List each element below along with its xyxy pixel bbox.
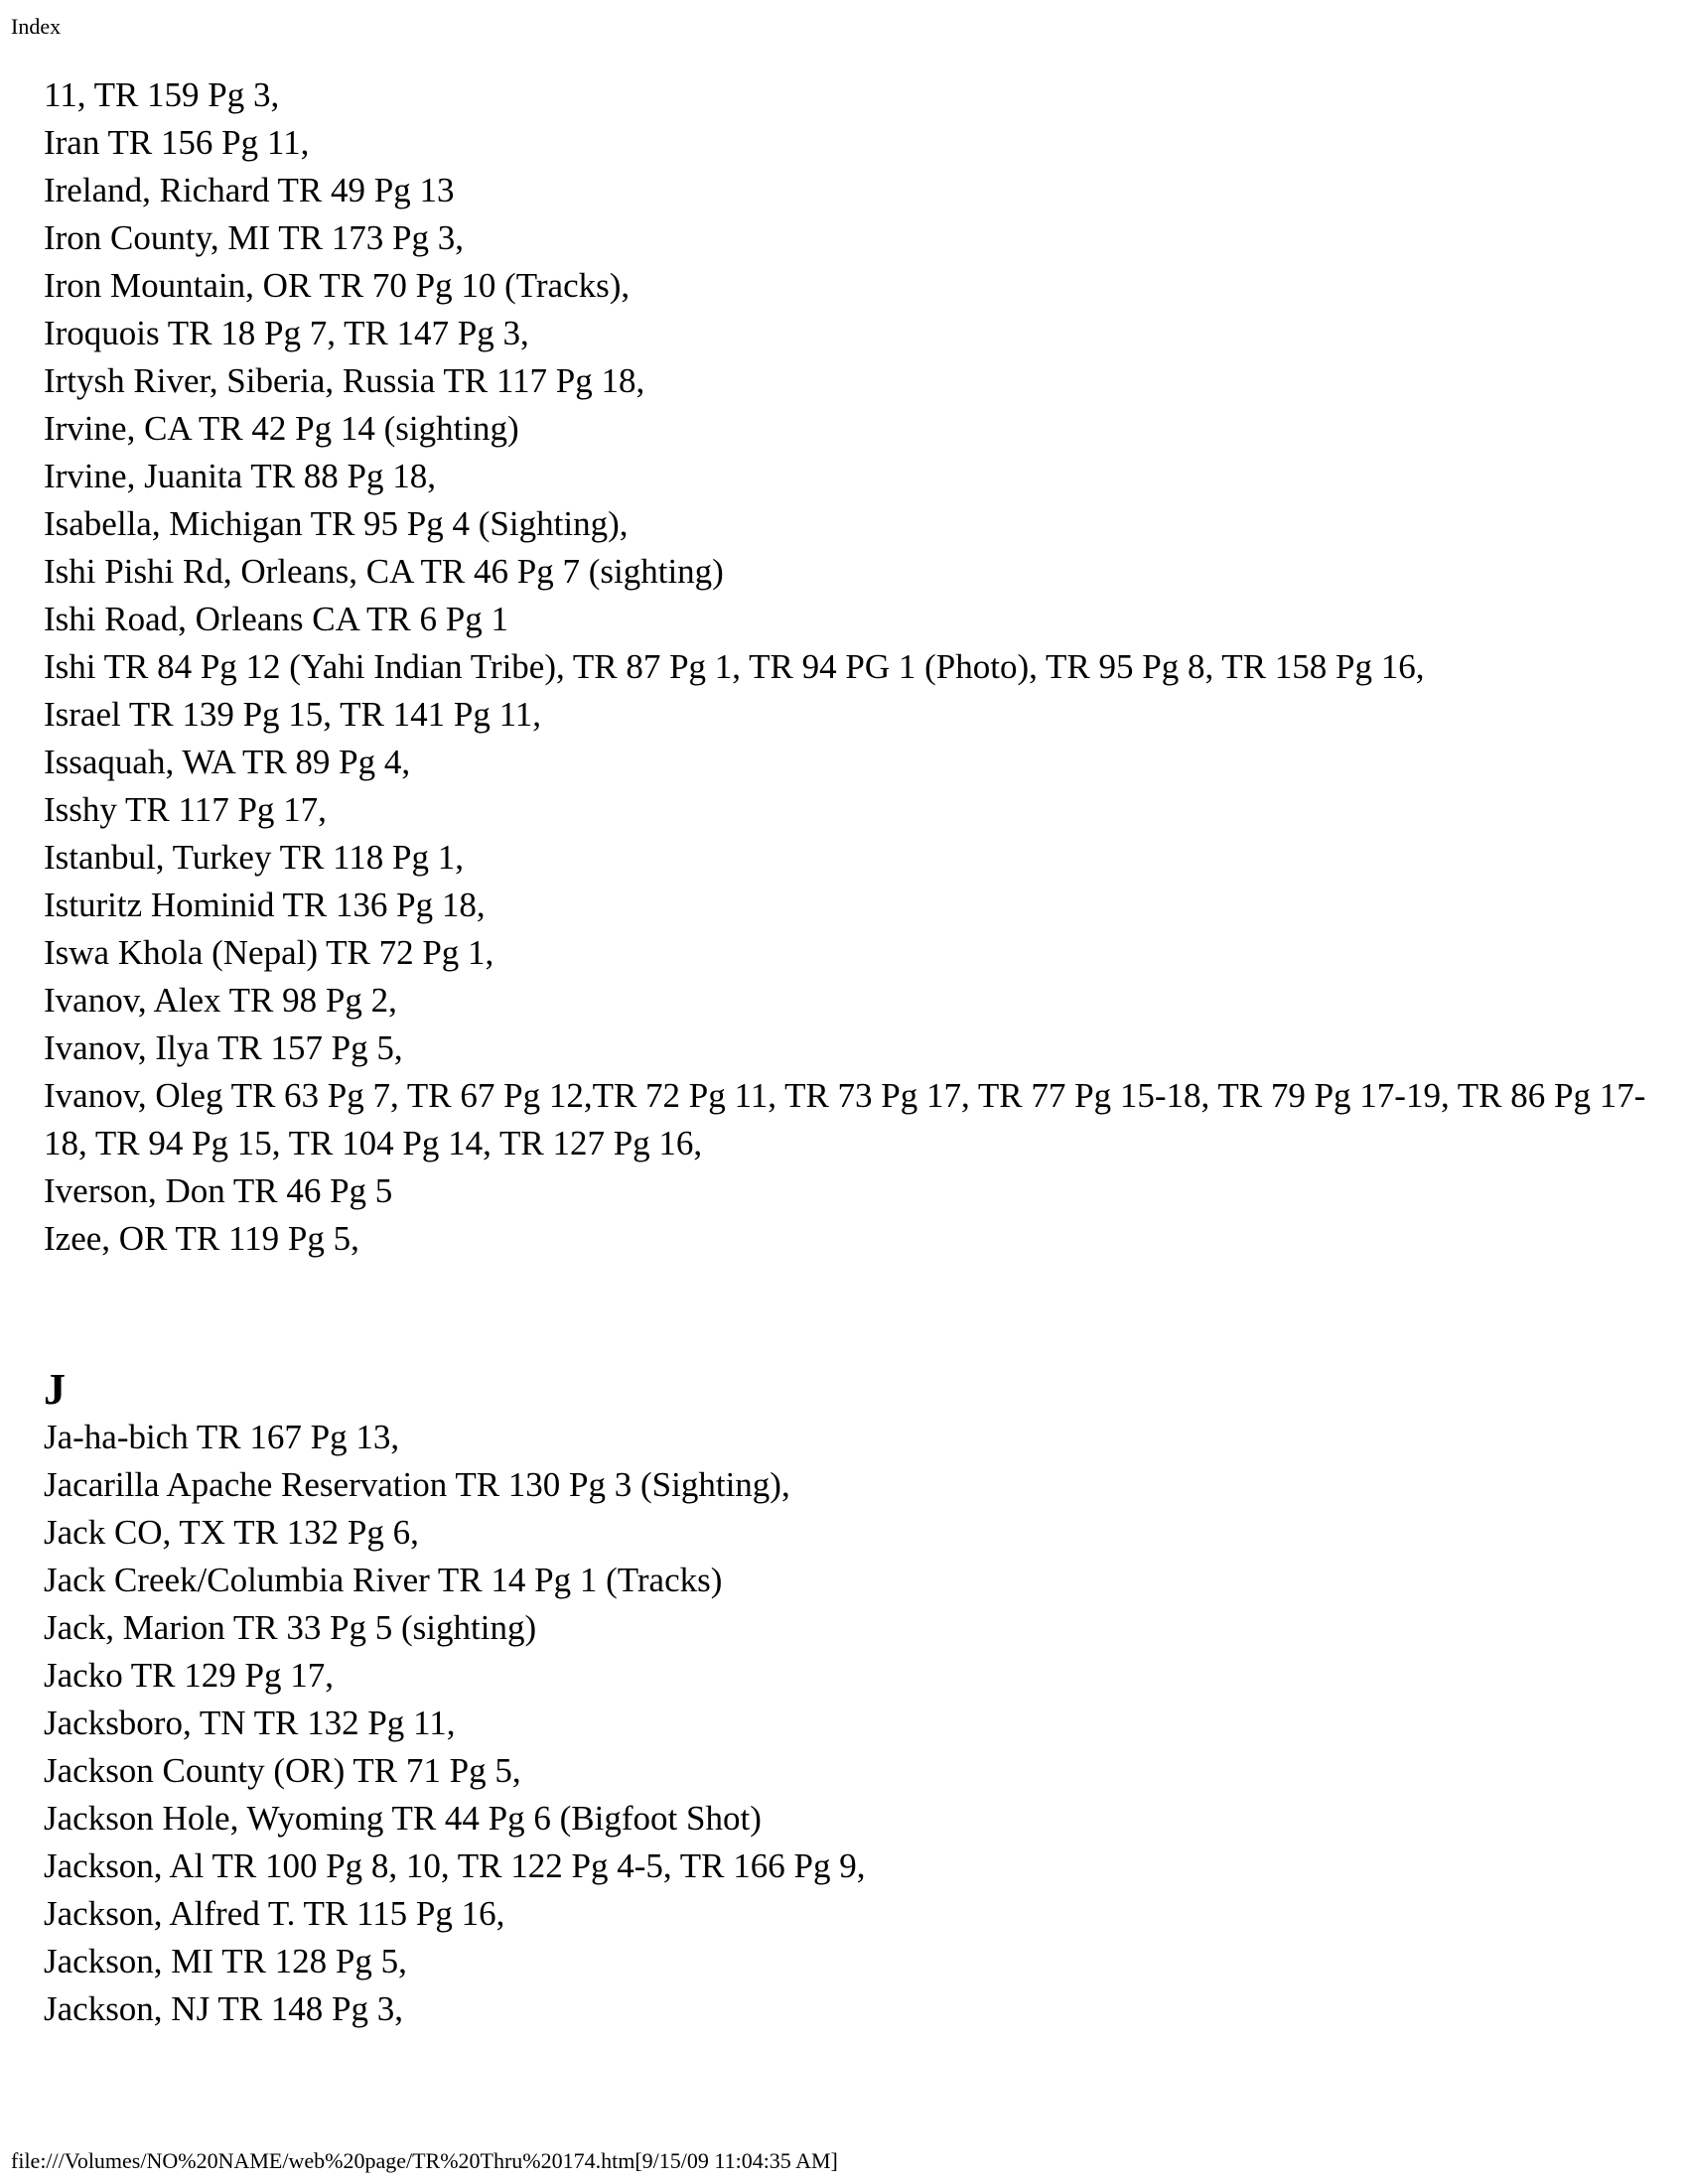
index-entry: Ja-ha-bich TR 167 Pg 13,: [44, 1418, 400, 1456]
index-entry: Jacarilla Apache Reservation TR 130 Pg 3 (Sighting),: [44, 1465, 790, 1504]
index-entry: Ishi Road, Orleans CA TR 6 Pg 1: [44, 600, 508, 638]
index-entry: Jackson, MI TR 128 Pg 5,: [44, 1942, 407, 1980]
index-entry: Jackson County (OR) TR 71 Pg 5,: [44, 1751, 521, 1790]
index-entry: Ireland, Richard TR 49 Pg 13: [44, 171, 455, 209]
index-entry: Ishi Pishi Rd, Orleans, CA TR 46 Pg 7 (sighting): [44, 552, 724, 591]
index-entry: Isturitz Hominid TR 136 Pg 18,: [44, 886, 486, 924]
index-entry: 11, TR 159 Pg 3,: [44, 75, 280, 114]
page-header-title: Index: [11, 14, 62, 39]
index-entry: Ivanov, Alex TR 98 Pg 2,: [44, 981, 397, 1020]
index-entry: Ivanov, Oleg TR 63 Pg 7, TR 67 Pg 12,TR 72 Pg 11, TR 73 Pg 17, TR 77 Pg 15-18, TR 79 Pg 17-19, TR 86 Pg 17-18, TR 94 Pg 15, TR 104 Pg 14, TR 127 Pg 16,: [44, 1076, 1646, 1162]
index-entry: Isabella, Michigan TR 95 Pg 4 (Sighting),: [44, 504, 629, 543]
index-entry: Jackson, NJ TR 148 Pg 3,: [44, 1989, 404, 2028]
index-entry: Iswa Khola (Nepal) TR 72 Pg 1,: [44, 933, 494, 972]
index-entry: Iron County, MI TR 173 Pg 3,: [44, 218, 464, 257]
index-entry: Iran TR 156 Pg 11,: [44, 123, 310, 162]
index-section-i: [44, 71, 1652, 1263]
index-entry: Ishi TR 84 Pg 12 (Yahi Indian Tribe), TR 87 Pg 1, TR 94 PG 1 (Photo), TR 95 Pg 8, TR 158 Pg 16,: [44, 647, 1425, 686]
index-entry: Izee, OR TR 119 Pg 5,: [44, 1219, 359, 1258]
index-entry: Isshy TR 117 Pg 17,: [44, 790, 327, 829]
index-entry: Israel TR 139 Pg 15, TR 141 Pg 11,: [44, 695, 542, 734]
index-entry: Iroquois TR 18 Pg 7, TR 147 Pg 3,: [44, 314, 529, 352]
index-entry: Jackson, Al TR 100 Pg 8, 10, TR 122 Pg 4-5, TR 166 Pg 9,: [44, 1846, 866, 1885]
index-entry: Istanbul, Turkey TR 118 Pg 1,: [44, 838, 464, 877]
index-entry: Irvine, CA TR 42 Pg 14 (sighting): [44, 409, 519, 448]
index-entry: Jack CO, TX TR 132 Pg 6,: [44, 1513, 419, 1552]
index-entry: Jack Creek/Columbia River TR 14 Pg 1 (Tracks): [44, 1561, 723, 1599]
index-entry: Jacksboro, TN TR 132 Pg 11,: [44, 1704, 456, 1742]
section-spacer: [44, 1263, 1652, 1358]
index-entry: Irtysh River, Siberia, Russia TR 117 Pg 18,: [44, 361, 645, 400]
page-footer-url: file:///Volumes/NO%20NAME/web%20page/TR%20Thru%20174.htm[9/15/09 11:04:35 AM]: [11, 2148, 838, 2173]
section-letter-heading: J: [44, 1365, 66, 1414]
index-entry: Ivanov, Ilya TR 157 Pg 5,: [44, 1028, 403, 1067]
index-section-j: [44, 1366, 1652, 2033]
index-entry: Jacko TR 129 Pg 17,: [44, 1656, 334, 1695]
index-entry: Jackson, Alfred T. TR 115 Pg 16,: [44, 1894, 505, 1933]
index-entry: Jack, Marion TR 33 Pg 5 (sighting): [44, 1608, 537, 1647]
index-entry: Iverson, Don TR 46 Pg 5: [44, 1171, 393, 1210]
index-entry: Issaquah, WA TR 89 Pg 4,: [44, 743, 411, 781]
index-entry: Irvine, Juanita TR 88 Pg 18,: [44, 457, 437, 495]
index-content: [44, 71, 1652, 2033]
index-entry: Jackson Hole, Wyoming TR 44 Pg 6 (Bigfoot Shot): [44, 1799, 762, 1838]
index-entry: Iron Mountain, OR TR 70 Pg 10 (Tracks),: [44, 266, 631, 305]
